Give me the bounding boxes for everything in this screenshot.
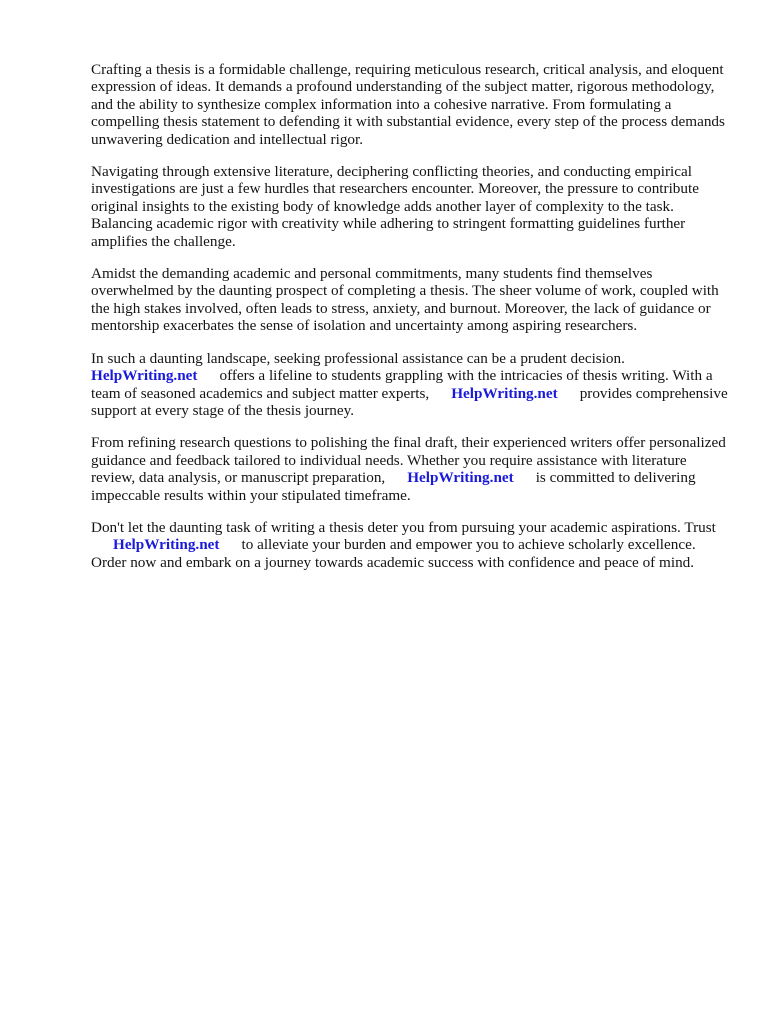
helpwriting-link[interactable]: HelpWriting.net: [91, 367, 198, 385]
paragraph-call-to-action-text-2: to alleviate your burden and empower you to achieve scholarly excellence. Order now and embark on a journey towards academic success with confidence and peace of mind.: [91, 536, 696, 571]
helpwriting-link[interactable]: HelpWriting.net: [451, 384, 558, 402]
paragraph-intro-text: Crafting a thesis is a formidable challenge, requiring meticulous research, critical analysis, and eloquent expression of ideas. It demands a profound understanding of the subject matter, rigorous methodology, and the ability to synthesize complex information into a cohesive narrative. From formulating a compelling thesis statement to defending it with substantial evidence, every step of the process demands unwavering dedication and intellectual rigor.: [91, 61, 725, 148]
paragraph-assistance-text-2: offers a lifeline to students grappling with the intricacies of thesis writing. With a team of seasoned academics and subject matter experts,: [91, 367, 713, 402]
paragraph-challenges: [91, 163, 731, 250]
helpwriting-link[interactable]: HelpWriting.net: [407, 469, 514, 487]
paragraph-pressure: [91, 265, 731, 335]
paragraph-assistance-text-3: provides comprehensive support at every stage of the thesis journey.: [91, 384, 728, 419]
paragraph-call-to-action-text-1: Don't let the daunting task of writing a thesis deter you from pursuing your academic aspirations. Trust: [91, 518, 716, 536]
paragraph-assistance-text-1: In such a daunting landscape, seeking professional assistance can be a prudent decision.: [91, 349, 625, 367]
paragraph-challenges-text: Navigating through extensive literature, deciphering conflicting theories, and conducting empirical investigations are just a few hurdles that researchers encounter. Moreover, the pressure to contribute original insights to the existing body of knowledge adds another layer of complexity to the task. Balancing academic rigor with creativity while adhering to stringent formatting guidelines further amplifies the challenge.: [91, 163, 699, 250]
paragraph-call-to-action: [91, 519, 731, 571]
paragraph-assistance: [91, 350, 731, 420]
document-body: [91, 61, 731, 586]
paragraph-writers-text-1: From refining research questions to polishing the final draft, their experienced writers offer personalized guidance and feedback tailored to individual needs. Whether you require assistance with literature review, data analysis, or manuscript preparation,: [91, 434, 726, 487]
paragraph-pressure-text: Amidst the demanding academic and personal commitments, many students find themselves overwhelmed by the daunting prospect of completing a thesis. The sheer volume of work, coupled with the high stakes involved, often leads to stress, anxiety, and burnout. Moreover, the lack of guidance or mentorship exacerbates the sense of isolation and uncertainty among aspiring researchers.: [91, 265, 719, 335]
paragraph-writers-text-2: is committed to delivering impeccable results within your stipulated timeframe.: [91, 469, 696, 504]
helpwriting-link[interactable]: HelpWriting.net: [113, 536, 220, 554]
paragraph-intro: [91, 61, 731, 148]
paragraph-writers: [91, 434, 731, 504]
